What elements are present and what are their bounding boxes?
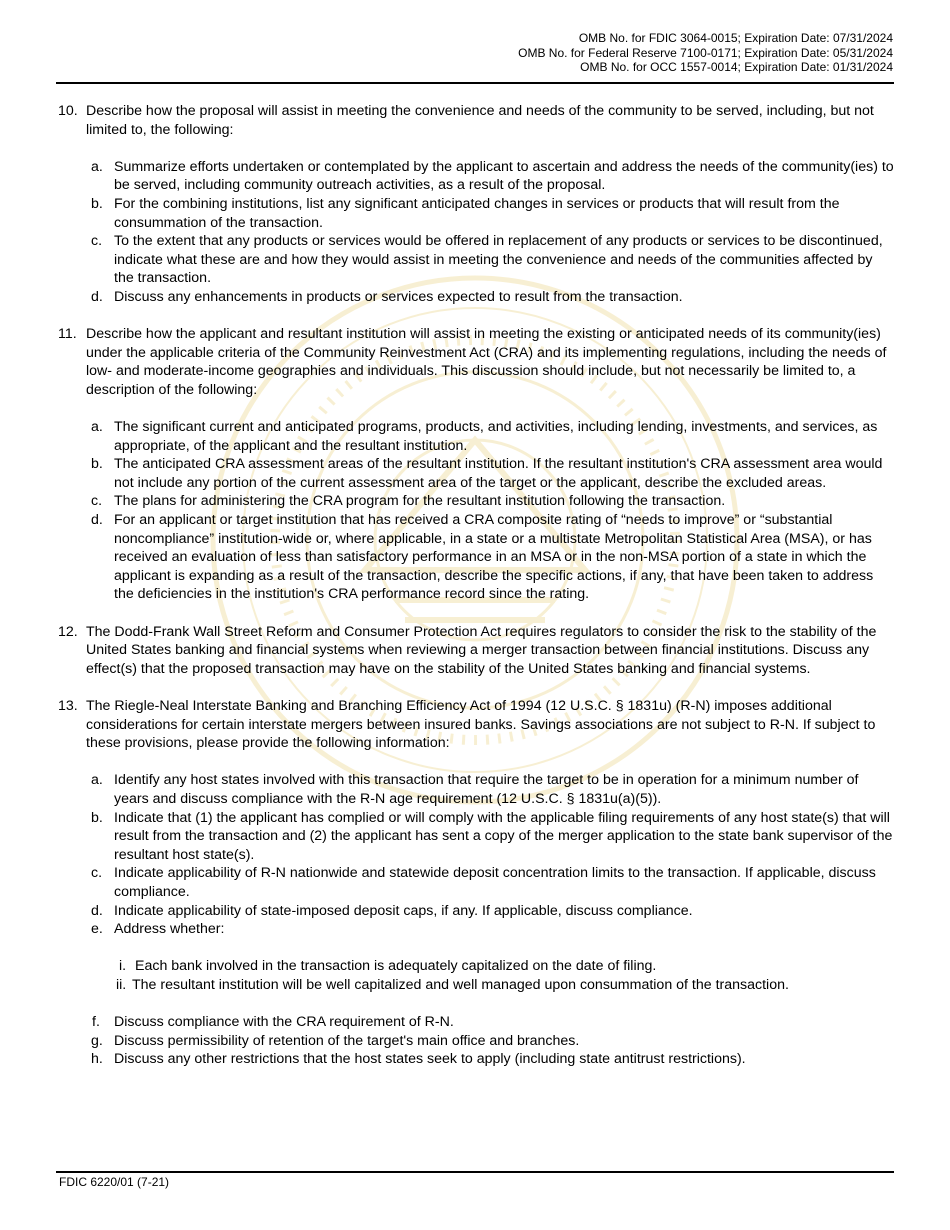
item-letter: c. [91,493,103,510]
item-letter: c. [91,865,103,882]
question-number: 13. [58,698,78,714]
list-item [86,920,894,939]
question-13 [58,697,894,1069]
question-11 [58,325,894,604]
question-13-items [86,771,894,938]
list-item [86,809,894,865]
form-questions [58,102,894,1087]
question-10 [58,102,894,307]
list-item [86,195,894,232]
question-10-items [86,158,894,307]
item-text: The plans for administering the CRA program for the resultant institution following the transaction. [114,493,726,510]
item-text: To the extent that any products or services would be offered in replacement of any products or services to be discontinued, indicate what these are and how they would assist in meeting the convenience and needs of the communities affected by the transaction. [114,233,883,287]
form-number: FDIC 6220/01 (7-21) [59,1175,170,1189]
item-letter: a. [91,419,103,436]
item-letter: b. [91,456,103,473]
question-number: 12. [58,623,78,640]
question-11-items [86,418,894,604]
item-letter: g. [91,1032,103,1049]
item-text: Indicate applicability of state-imposed deposit caps, if any. If applicable, discuss compliance. [114,902,693,919]
item-letter: e. [91,921,103,938]
item-letter: d. [91,512,103,529]
list-item [86,232,894,288]
list-item [86,902,894,921]
question-text: Describe how the proposal will assist in meeting the convenience and needs of the community to be served, including, but not limited to, the following: [86,103,874,138]
roman-item [86,957,894,976]
question-text: The Riegle-Neal Interstate Banking and Branching Efficiency Act of 1994 (12 U.S.C. § 1831u) (R-N) imposes additional considerations for certain interstate mergers between insured banks. Savings associations are not subject to R-N. If subject to these provisions, please provide the following information: [86,698,876,752]
roman-item-text: The resultant institution will be well capitalized and well managed upon consummation of the transaction. [132,976,789,993]
item-text: Discuss any other restrictions that the host states seek to apply (including state antitrust restrictions). [114,1051,746,1068]
item-letter: d. [91,288,103,305]
list-item [86,455,894,492]
item-text: The anticipated CRA assessment areas of the resultant institution. If the resultant institution's CRA assessment area would not include any portion of the current assessment area of the target or the applicant, describe the excluded areas. [114,456,883,491]
question-13-items-continued [86,1013,894,1069]
list-item [86,864,894,901]
item-letter: a. [91,158,103,175]
omb-header [518,31,893,75]
item-text: Discuss compliance with the CRA requirement of R-N. [114,1014,454,1031]
list-item [86,1032,894,1051]
item-letter: a. [91,772,103,789]
roman-item [86,976,894,995]
omb-line-occ: OMB No. for OCC 1557-0014; Expiration Date: 01/31/2024 [580,60,893,74]
item-text: Summarize efforts undertaken or contemplated by the applicant to ascertain and address the needs of the community(ies) to be served, including community outreach activities, as a result of the proposal. [114,158,894,194]
list-item [86,418,894,455]
question-text: Describe how the applicant and resultant institution will assist in meeting the existing or anticipated needs of its community(ies) under the applicable criteria of the Community Reinvestment Act (CRA) and its implementing regulations, including the needs of low- and moderate-income geographies and individuals. This discussion should include, but not necessarily be limited to, a description of the following: [86,326,887,398]
item-letter: h. [91,1051,103,1068]
header-divider [56,82,894,84]
omb-line-fdic: OMB No. for FDIC 3064-0015; Expiration Date: 07/31/2024 [578,31,893,45]
list-item [86,492,894,511]
roman-numeral: ii. [116,976,127,993]
item-text: The significant current and anticipated programs, products, and activities, including lending, investments, and services, as appropriate, of the applicant and the resultant institution. [114,419,878,454]
item-text: Indicate that (1) the applicant has complied or will comply with the applicable filing requirements of any host state(s) that will result from the transaction and (2) the applicant has sent a copy of the merger application to the state bank supervisor of the resultant host state(s). [114,809,893,863]
item-text: Discuss permissibility of retention of the target's main office and branches. [114,1032,580,1049]
roman-item-text: Each bank involved in the transaction is adequately capitalized on the date of filing. [135,958,657,975]
item-text: Indicate applicability of R-N nationwide and statewide deposit concentration limits to the transaction. If applicable, discuss compliance. [114,865,876,900]
item-letter: b. [91,809,103,826]
item-letter: b. [91,195,103,212]
roman-numeral: i. [119,958,127,975]
item-letter: d. [91,902,103,919]
item-text: Discuss any enhancements in products or services expected to result from the transaction. [114,288,683,305]
list-item [86,771,894,808]
item-text: For an applicant or target institution that has received a CRA composite rating of “needs to improve” or “substantial noncompliance” institution-wide or, where applicable, in a state or a multistate Metropolitan Statistical Area (MSA), or has received an evaluation of less than satisfactory performance in an MSA or in the non-MSA portion of a state in which the applicant is expanding as a result of the transaction, describe the specific actions, if any, that have been taken to address the deficiencies in the institution's CRA performance record since the rating. [114,512,874,603]
question-13-roman-items [86,957,894,994]
footer-divider [56,1171,894,1173]
list-item [86,158,894,195]
item-text: For the combining institutions, list any significant anticipated changes in services or products that will result from the consummation of the transaction. [114,195,840,231]
item-letter: c. [91,233,103,250]
question-number: 11. [58,326,77,343]
item-letter: f. [92,1014,100,1031]
question-12 [58,623,894,679]
item-text: Identify any host states involved with this transaction that require the target to be in operation for a minimum number of years and discuss compliance with the R-N age requirement (12 U.S.C. § 1831u(a)(5)). [114,772,859,807]
list-item [86,288,894,307]
item-text: Address whether: [114,921,225,938]
question-number: 10. [58,103,78,119]
omb-line-federal-reserve: OMB No. for Federal Reserve 7100-0171; Expiration Date: 05/31/2024 [518,45,893,60]
list-item [86,1050,894,1069]
question-text: The Dodd-Frank Wall Street Reform and Consumer Protection Act requires regulators to consider the risk to the stability of the United States banking and financial systems when reviewing a merger transaction between financial institutions. Discuss any effect(s) that the proposed transaction may have on the stability of the United States banking and financial systems. [86,623,877,677]
list-item [86,511,894,604]
list-item [86,1013,894,1032]
